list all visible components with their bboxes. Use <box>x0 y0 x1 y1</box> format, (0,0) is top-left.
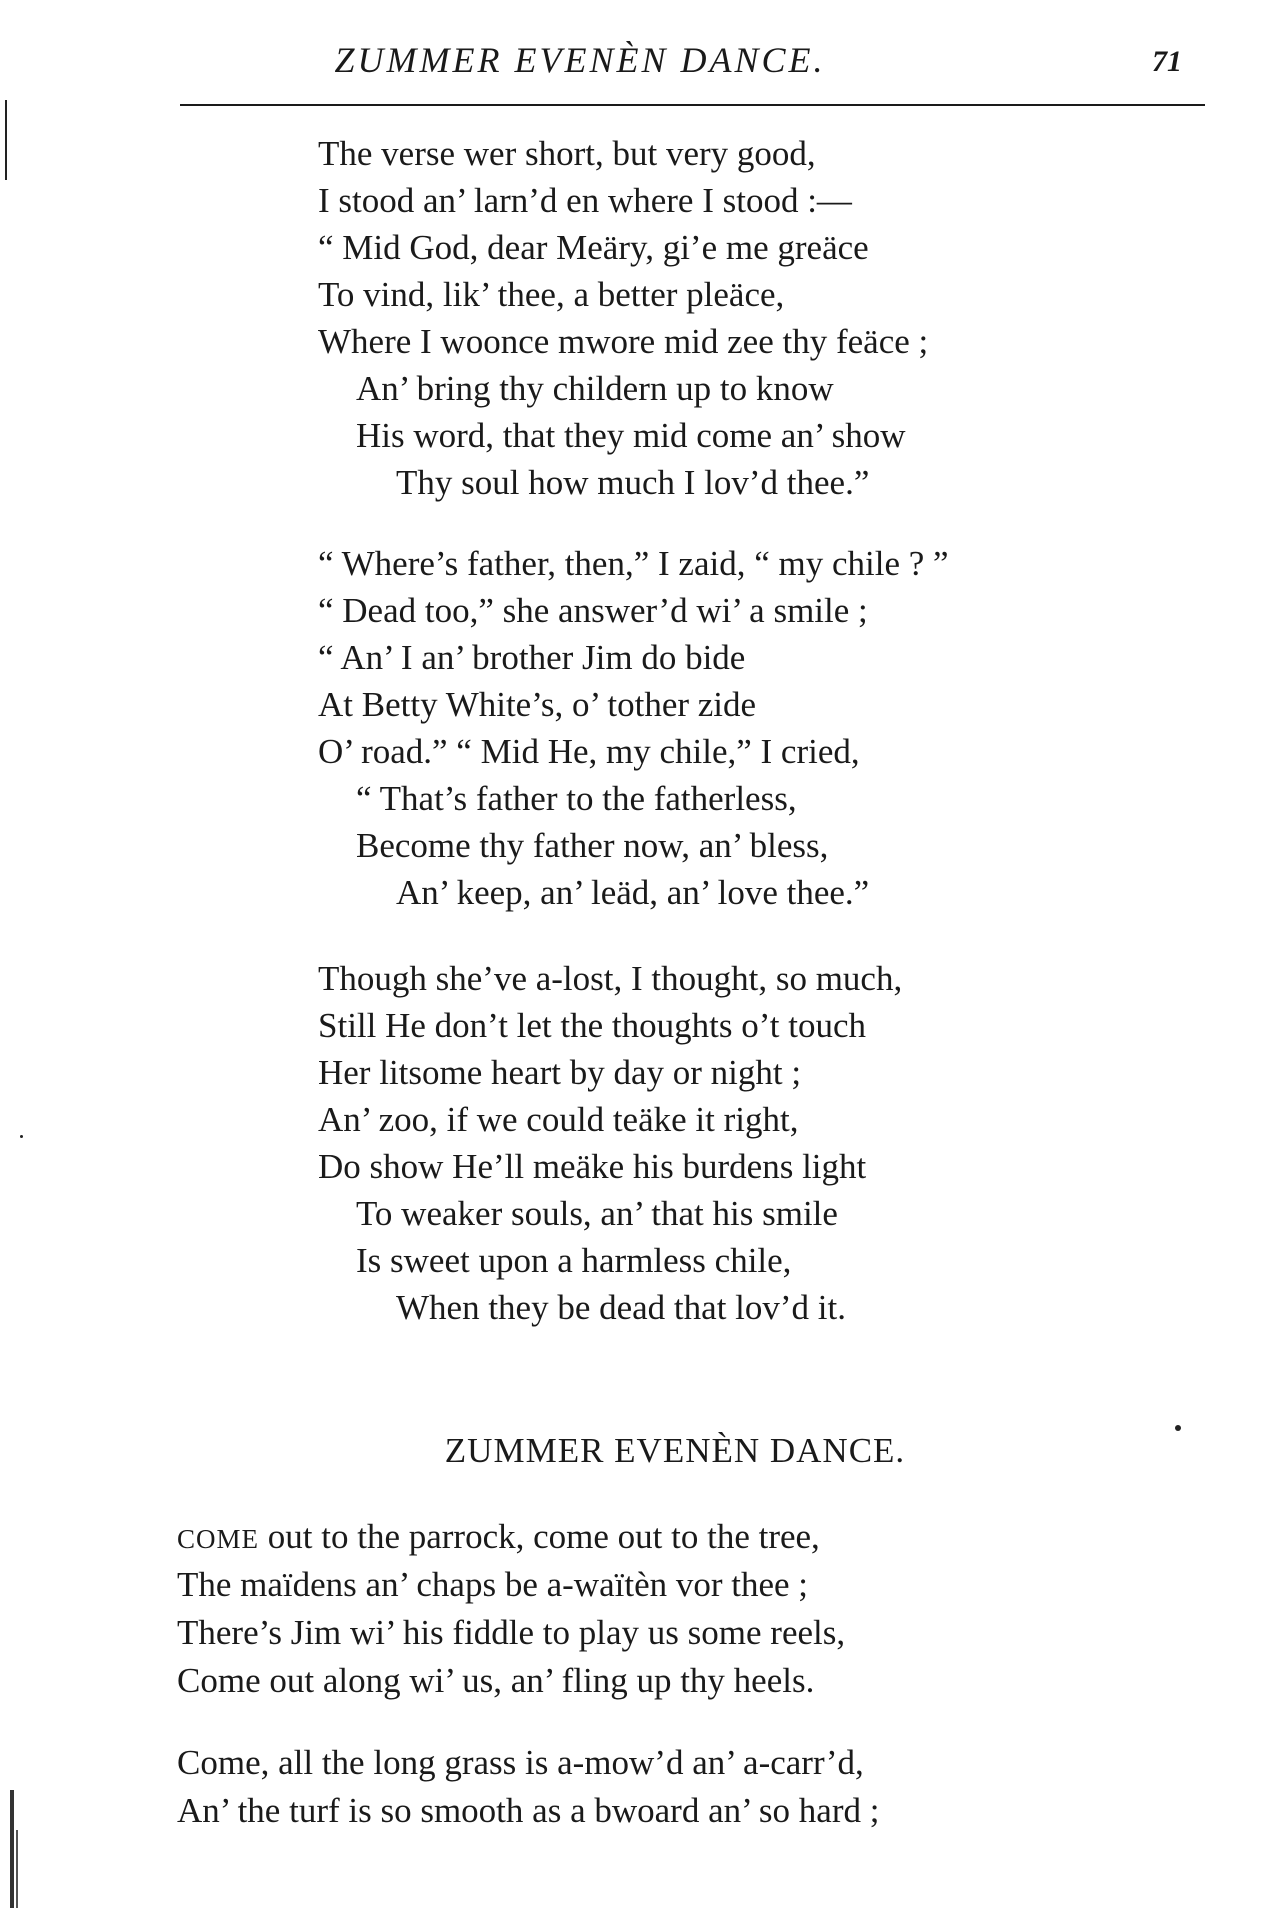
verse-line: Still He don’t let the thoughts o’t touch <box>318 1006 866 1045</box>
margin-mark <box>16 1830 18 1908</box>
verse-line <box>177 1513 845 1561</box>
header-rule <box>180 104 1205 106</box>
verse-line-rest: out to the parrock, come out to the tree, <box>259 1517 820 1556</box>
stanza-2 <box>318 540 949 916</box>
margin-dot <box>20 1135 23 1138</box>
verse-line: The maïdens an’ chaps be a-waïtèn vor thee ; <box>177 1565 809 1604</box>
verse-line: There’s Jim wi’ his fiddle to play us some reels, <box>177 1613 846 1652</box>
verse-line: “ Where’s father, then,” I zaid, “ my chile ? ” <box>318 544 949 583</box>
verse-line: Where I woonce mwore mid zee thy feäce ; <box>318 322 929 361</box>
stanza-3 <box>318 955 902 1331</box>
verse-line: When they be dead that lov’d it. <box>396 1288 846 1327</box>
verse-line: To weaker souls, an’ that his smile <box>356 1194 838 1233</box>
verse-line: An’ the turf is so smooth as a bwoard an’ so hard ; <box>177 1791 880 1830</box>
running-header: ZUMMER EVENÈN DANCE. <box>334 40 826 80</box>
verse-line: Come, all the long grass is a-mow’d an’ a-carr’d, <box>177 1743 864 1782</box>
verse-line: At Betty White’s, o’ tother zide <box>318 685 757 724</box>
margin-mark <box>10 1790 14 1908</box>
verse-line: Become thy father now, an’ bless, <box>356 826 829 865</box>
verse-line: An’ bring thy childern up to know <box>356 369 834 408</box>
verse-line: Is sweet upon a harmless chile, <box>356 1241 792 1280</box>
poem-title: ZUMMER EVENÈN DANCE. <box>444 1431 906 1470</box>
verse-line: I stood an’ larn’d en where I stood :— <box>318 181 852 220</box>
verse-line: O’ road.” “ Mid He, my chile,” I cried, <box>318 732 860 771</box>
verse-line: “ That’s father to the fatherless, <box>356 779 797 818</box>
verse-line: “ Dead too,” she answer’d wi’ a smile ; <box>318 591 868 630</box>
poem2-stanza-2 <box>177 1739 879 1835</box>
verse-line: An’ zoo, if we could teäke it right, <box>318 1100 799 1139</box>
verse-line: “ An’ I an’ brother Jim do bide <box>318 638 746 677</box>
verse-line: Her litsome heart by day or night ; <box>318 1053 802 1092</box>
verse-line: Do show He’ll meäke his burdens light <box>318 1147 867 1186</box>
verse-line: Thy soul how much I lov’d thee.” <box>396 463 870 502</box>
verse-line: “ Mid God, dear Meäry, gi’e me greäce <box>318 228 869 267</box>
verse-line: An’ keep, an’ leäd, an’ love thee.” <box>396 873 870 912</box>
poem2-stanza-1 <box>177 1513 845 1705</box>
margin-mark <box>5 100 7 180</box>
stanza-1 <box>318 130 928 506</box>
margin-dot <box>1175 1425 1181 1431</box>
drop-word: COME <box>177 1524 260 1554</box>
verse-line: To vind, lik’ thee, a better pleäce, <box>318 275 785 314</box>
verse-line: His word, that they mid come an’ show <box>356 416 906 455</box>
verse-line: Come out along wi’ us, an’ fling up thy heels. <box>177 1661 815 1700</box>
verse-line: Though she’ve a-lost, I thought, so much, <box>318 959 903 998</box>
verse-line: The verse wer short, but very good, <box>318 134 816 173</box>
page-number: 71 <box>1152 45 1182 78</box>
